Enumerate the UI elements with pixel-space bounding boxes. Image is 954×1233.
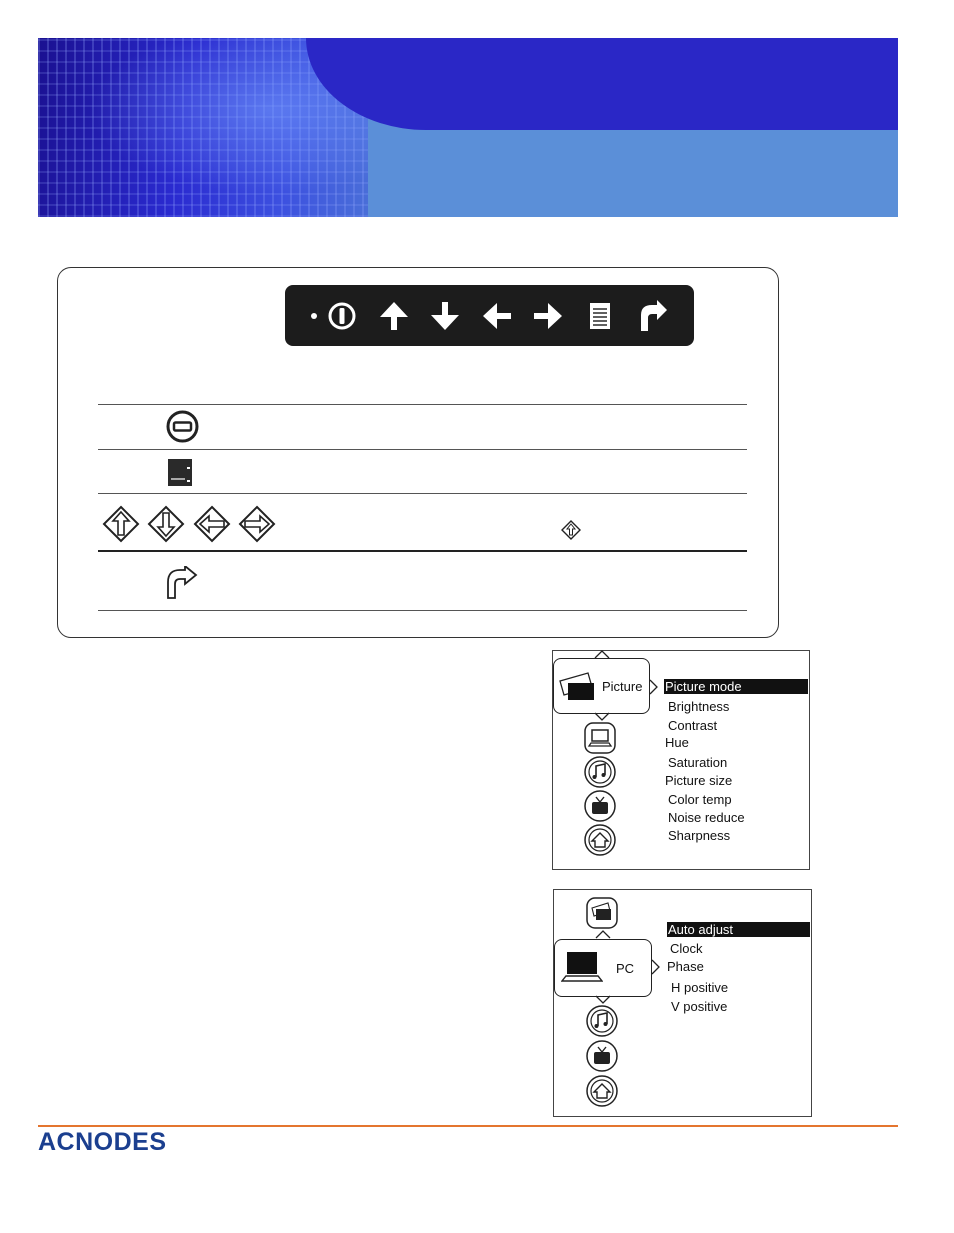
- up-arrow-icon: [102, 505, 140, 543]
- table-divider: [98, 610, 747, 611]
- right-arrow-icon[interactable]: [531, 299, 565, 333]
- left-arrow-icon[interactable]: [480, 299, 514, 333]
- chevron-right-icon: [651, 959, 660, 975]
- menu-item-clock[interactable]: Clock: [670, 941, 703, 956]
- tab-picture[interactable]: [553, 658, 650, 714]
- banner-wave: [306, 38, 898, 130]
- menu-item-color-temp[interactable]: Color temp: [668, 792, 732, 807]
- tv-icon[interactable]: [586, 1040, 618, 1072]
- up-arrow-icon[interactable]: [377, 299, 411, 333]
- pc-icon: [561, 950, 603, 984]
- acnodes-logo: ACNODES: [38, 1128, 167, 1156]
- menu-item-auto-adjust[interactable]: Auto adjust: [667, 922, 810, 937]
- menu-item-picture-size[interactable]: Picture size: [665, 773, 733, 788]
- tv-icon[interactable]: [584, 790, 616, 822]
- menu-icon[interactable]: [583, 299, 617, 333]
- right-arrow-icon: [238, 505, 276, 543]
- tab-pc[interactable]: [554, 939, 652, 997]
- chevron-down-icon[interactable]: [593, 712, 611, 721]
- menu-item-hue[interactable]: Hue: [665, 735, 689, 750]
- table-divider: [98, 493, 747, 494]
- menu-item-saturation[interactable]: Saturation: [668, 755, 728, 770]
- menu-item-contrast[interactable]: Contrast: [668, 718, 718, 733]
- led-indicator: [311, 313, 317, 319]
- menu-item-picture-mode[interactable]: Picture mode: [664, 679, 808, 694]
- home-icon[interactable]: [586, 1075, 618, 1107]
- music-icon[interactable]: [584, 756, 616, 788]
- up-arrow-icon: [561, 520, 581, 540]
- tab-pc-label: PC: [616, 961, 635, 976]
- picture-icon: [558, 671, 598, 703]
- table-divider: [98, 404, 747, 405]
- menu-item-sharpness[interactable]: Sharpness: [668, 828, 731, 843]
- menu-icon: [168, 459, 194, 486]
- return-icon[interactable]: [635, 299, 669, 333]
- footer-divider: [38, 1125, 898, 1127]
- tab-picture-label: Picture: [602, 679, 643, 694]
- menu-item-h-positive[interactable]: H positive: [671, 980, 729, 995]
- menu-item-phase[interactable]: Phase: [667, 959, 704, 974]
- pc-icon[interactable]: [584, 722, 616, 754]
- chevron-right-icon: [649, 679, 658, 695]
- music-icon[interactable]: [586, 1005, 618, 1037]
- table-divider: [98, 449, 747, 450]
- down-arrow-icon[interactable]: [428, 299, 462, 333]
- left-arrow-icon: [193, 505, 231, 543]
- power-icon[interactable]: [325, 299, 359, 333]
- chevron-down-icon[interactable]: [594, 995, 612, 1004]
- down-arrow-icon: [147, 505, 185, 543]
- power-icon: [165, 410, 200, 443]
- menu-item-noise-reduce[interactable]: Noise reduce: [668, 810, 745, 825]
- header-banner: [38, 38, 898, 217]
- menu-item-brightness[interactable]: Brightness: [668, 699, 730, 714]
- picture-icon[interactable]: [586, 897, 618, 929]
- chevron-up-icon[interactable]: [594, 930, 612, 939]
- menu-item-v-positive[interactable]: V positive: [671, 999, 728, 1014]
- home-icon[interactable]: [584, 824, 616, 856]
- table-divider: [98, 550, 747, 552]
- return-icon: [165, 566, 199, 599]
- front-keypad: [285, 285, 694, 346]
